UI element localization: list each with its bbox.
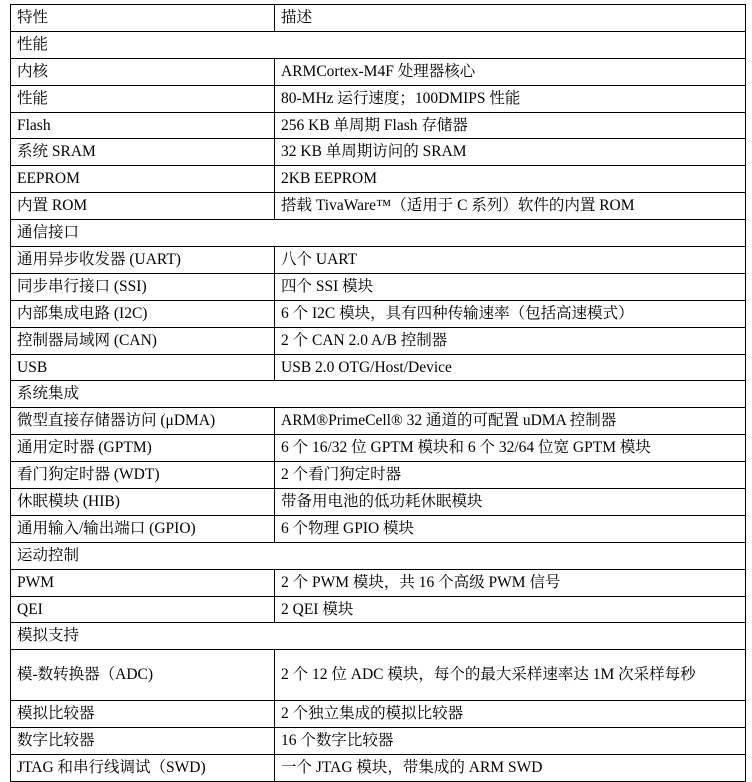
feature-cell: JTAG 和串行线调试（SWD) [11,755,275,782]
description-cell: ARMCortex-M4F 处理器核心 [275,58,746,85]
feature-cell: 通用定时器 (GPTM) [11,435,275,462]
description-cell: 6 个物理 GPIO 模块 [275,515,746,542]
feature-cell: 通用异步收发器 (UART) [11,247,275,274]
table-row [11,701,746,728]
table-row [11,755,746,782]
table-row [11,596,746,623]
feature-cell: 内置 ROM [11,193,275,220]
header-feature: 特性 [11,5,275,32]
description-cell: 256 KB 单周期 Flash 存储器 [275,112,746,139]
description-cell: 一个 JTAG 模块，带集成的 ARM SWD [275,755,746,782]
table-row [11,728,746,755]
section-title: 模拟支持 [11,623,746,650]
description-cell: ARM®PrimeCell® 32 通道的可配置 uDMA 控制器 [275,408,746,435]
description-cell: 八个 UART [275,247,746,274]
table-row [11,139,746,166]
table-row [11,85,746,112]
table-row [11,408,746,435]
feature-cell: EEPROM [11,166,275,193]
section-row [11,31,746,58]
feature-cell: 内核 [11,58,275,85]
table-row [11,327,746,354]
table-row [11,489,746,516]
table-row [11,112,746,139]
table-row [11,435,746,462]
table-row [11,650,746,701]
feature-cell: Flash [11,112,275,139]
feature-spec-table [10,4,746,782]
table-row [11,247,746,274]
table-row [11,515,746,542]
feature-cell: 系统 SRAM [11,139,275,166]
description-cell: 32 KB 单周期访问的 SRAM [275,139,746,166]
section-row [11,381,746,408]
feature-cell: 内部集成电路 (I2C) [11,300,275,327]
description-cell: USB 2.0 OTG/Host/Device [275,354,746,381]
section-title: 性能 [11,31,746,58]
section-row [11,623,746,650]
feature-cell: PWM [11,569,275,596]
section-title: 通信接口 [11,220,746,247]
feature-cell: 通用输入/输出端口 (GPIO) [11,515,275,542]
table-row [11,300,746,327]
description-cell: 搭载 TivaWare™（适用于 C 系列）软件的内置 ROM [275,193,746,220]
feature-cell: 数字比较器 [11,728,275,755]
table-row [11,273,746,300]
feature-cell: 模拟比较器 [11,701,275,728]
feature-cell: USB [11,354,275,381]
description-cell: 2 QEI 模块 [275,596,746,623]
description-cell: 2 个独立集成的模拟比较器 [275,701,746,728]
feature-cell: 性能 [11,85,275,112]
description-cell: 80-MHz 运行速度；100DMIPS 性能 [275,85,746,112]
table-row [11,166,746,193]
section-row [11,542,746,569]
description-cell: 2 个看门狗定时器 [275,462,746,489]
feature-cell: 微型直接存储器访问 (μDMA) [11,408,275,435]
table-row [11,193,746,220]
feature-cell: 同步串行接口 (SSI) [11,273,275,300]
section-title: 系统集成 [11,381,746,408]
description-cell: 2KB EEPROM [275,166,746,193]
table-header-row [11,5,746,32]
table-row [11,569,746,596]
description-cell: 2 个 CAN 2.0 A/B 控制器 [275,327,746,354]
description-cell: 6 个 16/32 位 GPTM 模块和 6 个 32/64 位宽 GPTM 模块 [275,435,746,462]
description-cell: 四个 SSI 模块 [275,273,746,300]
table-row [11,462,746,489]
description-cell: 2 个 PWM 模块，共 16 个高级 PWM 信号 [275,569,746,596]
description-cell: 带备用电池的低功耗休眠模块 [275,489,746,516]
feature-cell: 休眠模块 (HIB) [11,489,275,516]
section-row [11,220,746,247]
feature-cell: QEI [11,596,275,623]
header-description: 描述 [275,5,746,32]
description-cell: 6 个 I2C 模块，具有四种传输速率（包括高速模式） [275,300,746,327]
table-row [11,58,746,85]
description-cell: 2 个 12 位 ADC 模块，每个的最大采样速率达 1M 次采样每秒 [275,650,746,701]
feature-cell: 控制器局域网 (CAN) [11,327,275,354]
description-cell: 16 个数字比较器 [275,728,746,755]
feature-cell: 看门狗定时器 (WDT) [11,462,275,489]
feature-cell: 模-数转换器（ADC) [11,650,275,701]
table-row [11,354,746,381]
section-title: 运动控制 [11,542,746,569]
